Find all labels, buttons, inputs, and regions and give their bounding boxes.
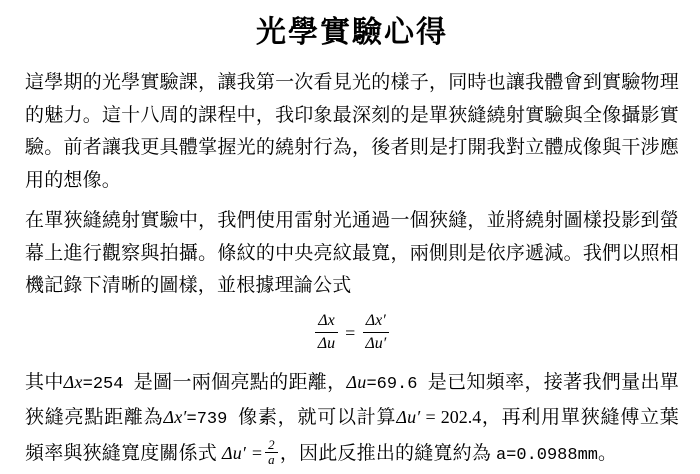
paragraph-experiment: 在單狹縫繞射實驗中，我們使用雷射光通過一個狹縫，並將繞射圖樣投影到螢幕上進行觀察與拍攝。條紋的中央亮紋最寬，兩側則是依序遞減。我們以照相機記錄下清晰的圖樣，並根據理論公式 — [25, 210, 679, 296]
math-delta-u: Δu — [346, 371, 367, 392]
display-formula — [25, 310, 679, 356]
math-delta-x: Δx — [63, 371, 83, 392]
text-run: 是圖一兩個亮點的距離， — [133, 371, 347, 393]
inline-fraction-denominator: a — [268, 451, 275, 467]
paragraph-calculation — [25, 366, 679, 473]
value-202-4: = 202.4 — [420, 407, 482, 427]
paragraph-intro: 這學期的光學實驗課，讓我第一次看見光的樣子，同時也讓我體會到實驗物理的魅力。這十八周的課程中，我印象最深刻的是單狹縫繞射實驗與全像攝影實驗。前者讓我更具體掌握光的繞射行為，後者則是打開我對立體成像與干涉應用的想像。 — [25, 72, 679, 191]
math-delta-x-prime: Δx′ — [163, 407, 187, 427]
formula-rhs-fraction — [362, 311, 389, 354]
document-title: 光學實驗心得 — [256, 16, 448, 49]
math-delta-u-prime: Δu′ — [396, 407, 421, 427]
math-delta-u-prime-equals: Δu′ = — [221, 442, 264, 463]
formula-equals-sign: = — [345, 323, 356, 343]
inline-fraction-numerator: 2 — [265, 438, 278, 453]
text-run: 其中 — [25, 371, 64, 393]
value-slit-width: a=0.0988mm — [495, 445, 598, 465]
inline-fraction-2-over-a — [265, 438, 278, 467]
text-run: ，因此反推出的縫寬約為 — [279, 442, 496, 464]
text-run: ，再利用單狹縫傅立葉頻率與狹縫寬度關係式 — [25, 407, 679, 464]
formula-rhs-numerator: Δx′ — [363, 311, 389, 333]
formula-lhs-fraction — [315, 311, 338, 354]
text-run: 像素，就可以計算 — [238, 407, 397, 428]
value-69-6: =69.6 — [366, 374, 428, 394]
formula-lhs-denominator: Δu — [317, 335, 336, 352]
formula-lhs-numerator: Δx — [315, 311, 338, 333]
text-run: 是已知頻率，接著我們量出單狹縫亮點距離為 — [25, 371, 679, 428]
value-254: =254 — [82, 374, 134, 394]
value-739: =739 — [186, 410, 239, 429]
formula-rhs-denominator: Δu′ — [365, 335, 387, 352]
text-run: 。 — [598, 442, 618, 464]
